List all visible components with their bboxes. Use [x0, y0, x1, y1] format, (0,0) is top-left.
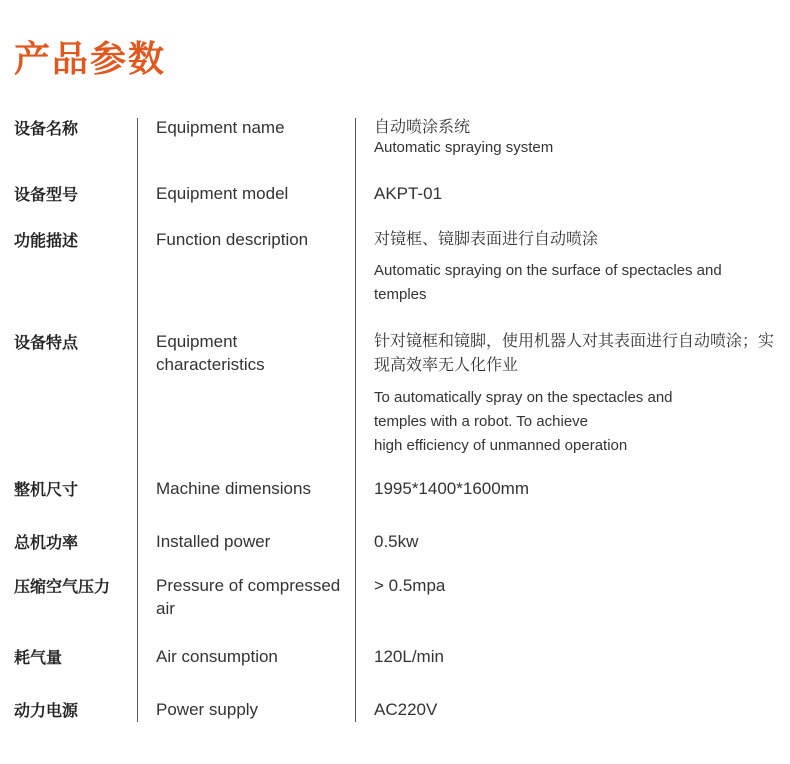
row-label-en-equipment-characteristics: Equipment characteristics [156, 332, 265, 374]
row-value-en-line-3: high efficiency of unmanned operation [374, 437, 628, 454]
row-value-en-function-description: Automatic spraying on the surface of spectacles and temples [374, 262, 722, 303]
row-value-en-line-1: To automatically spray on the spectacles and [374, 389, 673, 406]
row-label-cn-equipment-name: 设备名称 [14, 119, 79, 138]
row-label-cn-power-supply: 动力电源 [14, 701, 79, 720]
row-label-en-air-pressure: Pressure of compressed air [156, 576, 341, 618]
row-label-cn-function-description: 功能描述 [14, 231, 79, 250]
row-label-en-machine-dimensions: Machine dimensions [156, 479, 311, 498]
row-label-en-equipment-model: Equipment model [156, 184, 289, 203]
row-value-machine-dimensions: 1995*1400*1600mm [374, 479, 530, 498]
row-value-en-line-2: temples with a robot. To achieve [374, 413, 589, 430]
row-value-en-equipment-name: Automatic spraying system [374, 139, 554, 156]
row-label-en-equipment-name: Equipment name [156, 118, 285, 137]
row-value-installed-power: 0.5kw [374, 532, 419, 551]
column-divider-left [137, 118, 138, 722]
row-label-cn-equipment-characteristics: 设备特点 [14, 333, 79, 352]
row-label-en-power-supply: Power supply [156, 700, 259, 719]
row-value-cn-equipment-characteristics: 针对镜框和镜脚，使用机器人对其表面进行自动喷涂；实现高效率无人化作业 [374, 331, 775, 374]
row-label-cn-air-pressure: 压缩空气压力 [14, 577, 111, 596]
row-value-power-supply: AC220V [374, 700, 438, 719]
page-title: 产品参数 [14, 39, 167, 80]
row-label-en-function-description: Function description [156, 230, 309, 249]
row-label-en-air-consumption: Air consumption [156, 647, 278, 666]
row-label-cn-installed-power: 总机功率 [14, 533, 79, 552]
row-value-air-consumption: 120L/min [374, 647, 444, 666]
row-value-cn-equipment-name: 自动喷涂系统 [374, 117, 471, 136]
column-divider-right [355, 118, 356, 722]
row-value-cn-function-description: 对镜框、镜脚表面进行自动喷涂 [374, 229, 599, 248]
row-value-air-pressure: > 0.5mpa [374, 576, 446, 595]
row-label-en-installed-power: Installed power [156, 532, 271, 551]
row-label-cn-machine-dimensions: 整机尺寸 [14, 480, 79, 499]
row-label-cn-air-consumption: 耗气量 [14, 648, 63, 667]
row-label-cn-equipment-model: 设备型号 [14, 185, 79, 204]
row-value-equipment-model: AKPT-01 [374, 184, 443, 203]
